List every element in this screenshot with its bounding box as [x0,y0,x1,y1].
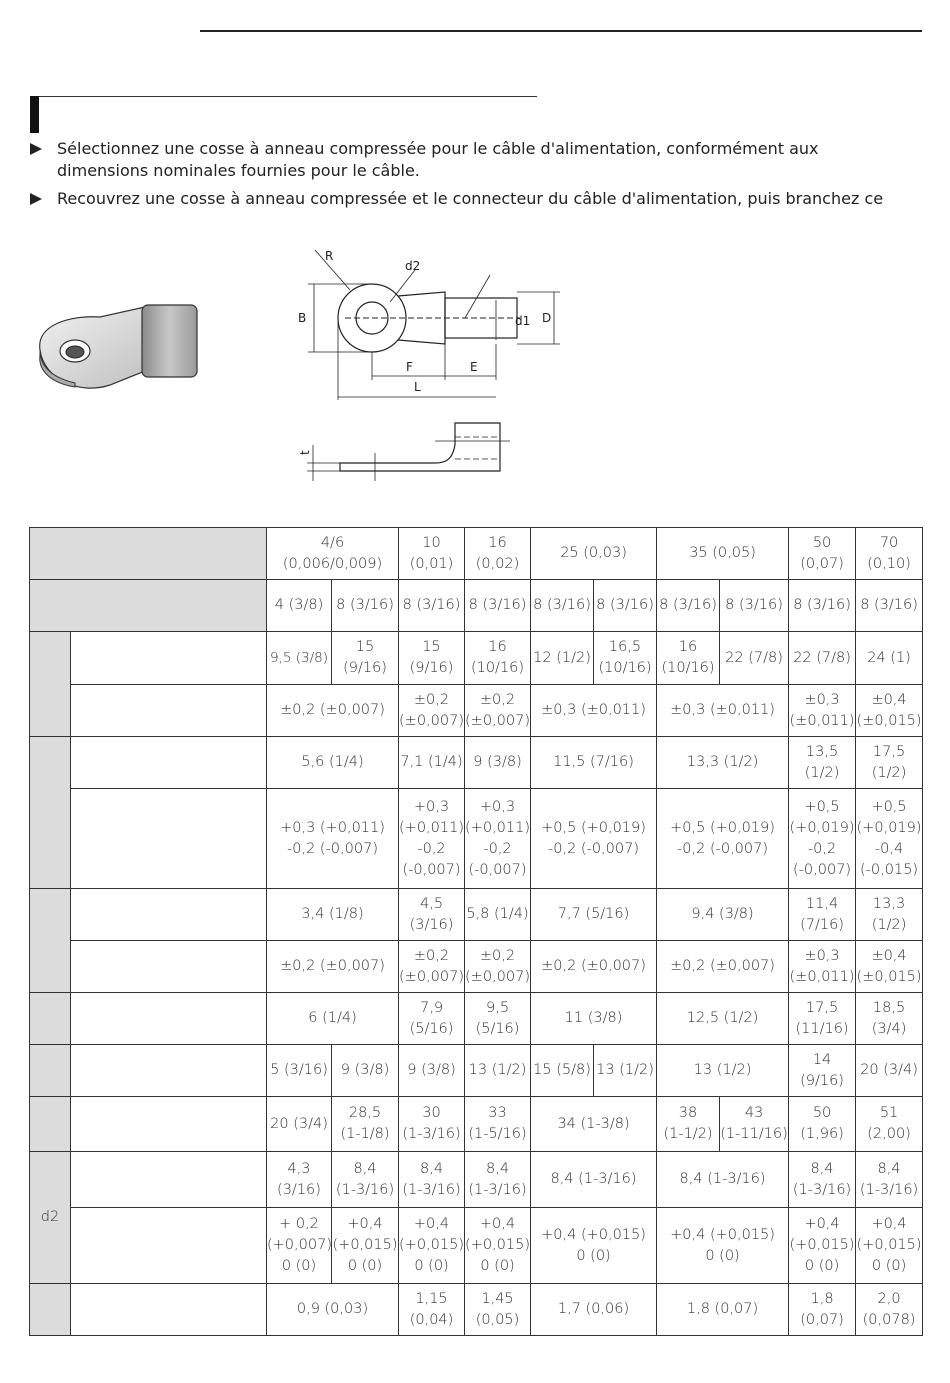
dim-label-b: B [298,311,307,325]
row-label-cell [71,685,267,737]
table-cell: 1,8 (0,07) [789,1284,856,1336]
table-cell: 5,8 (1/4) [465,889,531,941]
dim-label-d2: d2 [405,259,421,273]
table-cell: 8,4 (1-3/16) [399,1152,465,1208]
table-cell: 11,5 (7/16) [531,737,657,789]
table-row [30,685,923,737]
table-cell: 38 (1-1/2) [657,1097,720,1152]
table-row [30,1097,923,1152]
table-cell: 4 (3/8) [267,580,332,632]
bullet-item [30,138,930,182]
table-cell: 11,4 (7/16) [789,889,856,941]
row-label-cell [71,1284,267,1336]
table-cell: 6 (1/4) [267,993,399,1045]
table-cell: ±0,2 (±0,007) [465,685,531,737]
table-cell: ±0,2 (±0,007) [399,685,465,737]
group-cell [30,993,71,1045]
dim-label-d: D [542,311,552,325]
table-cell: 8,4 (1-3/16) [856,1152,923,1208]
table-cell: 7,1 (1/4) [399,737,465,789]
table-cell: +0,4 (+0,015) 0 (0) [657,1208,789,1284]
table-cell: 35 (0,05) [657,528,789,580]
table-row [30,580,923,632]
table-cell: 17,5 (1/2) [856,737,923,789]
row-label-cell [71,889,267,941]
table-cell: ±0,4 (±0,015) [856,685,923,737]
group-cell-d2: d2 [30,1152,71,1284]
table-cell: 10 (0,01) [399,528,465,580]
table-row [30,789,923,889]
row-label-cell [71,1208,267,1284]
table-cell: 15 (9/16) [332,632,399,685]
row-label-cell [71,1097,267,1152]
table-cell: 51 (2,00) [856,1097,923,1152]
table-cell: 9,4 (3/8) [657,889,789,941]
table-cell: +0,4 (+0,015) 0 (0) [465,1208,531,1284]
dim-label-t: t [298,450,312,455]
table-cell: 13 (1/2) [465,1045,531,1097]
table-cell: ±0,3 (±0,011) [789,685,856,737]
table-cell: ±0,2 (±0,007) [267,685,399,737]
table-cell: +0,3 (+0,011) -0,2 (-0,007) [399,789,465,889]
table-cell: 15 (9/16) [399,632,465,685]
dim-label-f: F [406,360,413,374]
table-cell: +0,3 (+0,011) -0,2 (-0,007) [465,789,531,889]
table-row [30,1284,923,1336]
table-cell: 20 (3/4) [856,1045,923,1097]
group-cell [30,1097,71,1152]
table-cell: ±0,2 (±0,007) [657,941,789,993]
table-cell: 43 (1-11/16) [720,1097,789,1152]
table-cell: 4,3 (3/16) [267,1152,332,1208]
table-cell: 16 (0,02) [465,528,531,580]
table-cell: 16 (10/16) [465,632,531,685]
table-cell: 1,7 (0,06) [531,1284,657,1336]
table-cell: ±0,3 (±0,011) [531,685,657,737]
table-cell: 7,9 (5/16) [399,993,465,1045]
table-cell: 9 (3/8) [399,1045,465,1097]
table-cell: 1,8 (0,07) [657,1284,789,1336]
triangle-bullet-icon [30,193,42,205]
section-marker [30,96,39,133]
group-cell [30,1045,71,1097]
table-cell: 8 (3/16) [856,580,923,632]
table-cell: 4/6 (0,006/0,009) [267,528,399,580]
table-cell: 18,5 (3/4) [856,993,923,1045]
table-cell: 8 (3/16) [657,580,720,632]
table-cell: 2,0 (0,078) [856,1284,923,1336]
table-cell: +0,4 (+0,015) 0 (0) [789,1208,856,1284]
table-cell: 24 (1) [856,632,923,685]
table-cell: ±0,2 (±0,007) [465,941,531,993]
table-cell: 12 (1/2) [531,632,594,685]
table-row [30,941,923,993]
table-cell: 1,15 (0,04) [399,1284,465,1336]
dim-label-d1: d1 [515,314,531,328]
row-label-cell [71,993,267,1045]
table-row [30,1208,923,1284]
table-cell: +0,4 (+0,015) 0 (0) [332,1208,399,1284]
table-row [30,737,923,789]
table-row [30,993,923,1045]
table-cell: 33 (1-5/16) [465,1097,531,1152]
table-cell: 5 (3/16) [267,1045,332,1097]
table-row [30,632,923,685]
table-cell: ±0,2 (±0,007) [267,941,399,993]
table-cell: 30 (1-3/16) [399,1097,465,1152]
bullet-list [30,138,930,216]
table-cell: 20 (3/4) [267,1097,332,1152]
table-cell: 16,5 (10/16) [594,632,657,685]
bullet-text: Sélectionnez une cosse à anneau compressée pour le câble d'alimentation, conformément aux dimensions nominales fournies pour le câble. [57,139,819,180]
table-cell: 9 (3/8) [465,737,531,789]
group-cell [30,632,71,737]
table-row [30,1045,923,1097]
table-cell: 14 (9/16) [789,1045,856,1097]
dim-label-r: R [325,249,334,263]
bullet-item [30,188,930,210]
table-cell: 17,5 (11/16) [789,993,856,1045]
table-cell: +0,5 (+0,019) -0,2 (-0,007) [531,789,657,889]
table-cell: 5,6 (1/4) [267,737,399,789]
table-cell: 50 (1,96) [789,1097,856,1152]
table-cell: 8,4 (1-3/16) [531,1152,657,1208]
table-cell: ±0,3 (±0,011) [789,941,856,993]
table-cell: 13 (1/2) [594,1045,657,1097]
header-rule [200,30,922,32]
ring-lug-illustration [30,295,205,400]
table-cell: 8,4 (1-3/16) [332,1152,399,1208]
table-cell: ±0,2 (±0,007) [531,941,657,993]
header-label-cell [30,580,267,632]
table-cell: 1,45 (0,05) [465,1284,531,1336]
group-cell [30,737,71,889]
table-cell: 13 (1/2) [657,1045,789,1097]
table-cell: 8,4 (1-3/16) [657,1152,789,1208]
table-cell: 22 (7/8) [720,632,789,685]
table-row [30,889,923,941]
table-cell: + 0,2 (+0,007) 0 (0) [267,1208,332,1284]
table-cell: 13,3 (1/2) [657,737,789,789]
table-cell: ±0,2 (±0,007) [399,941,465,993]
header-label-cell [30,528,267,580]
ring-lug-top-drawing [290,240,580,405]
table-cell: 70 (0,10) [856,528,923,580]
row-label-cell [71,941,267,993]
table-cell: 8 (3/16) [465,580,531,632]
table-row [30,528,923,580]
table-cell: 8 (3/16) [332,580,399,632]
table-cell: +0,5 (+0,019) -0,4 (-0,015) [856,789,923,889]
row-label-cell [71,737,267,789]
dim-label-e: E [470,360,478,374]
ring-lug-side-drawing [295,415,510,485]
table-cell: 8 (3/16) [399,580,465,632]
bullet-text: Recouvrez une cosse à anneau compressée et le connecteur du câble d'alimentation, puis branchez ce [57,189,884,208]
table-cell: 11 (3/8) [531,993,657,1045]
table-cell: 7,7 (5/16) [531,889,657,941]
ring-lug-spec-table [29,527,923,1336]
row-label-cell [71,789,267,889]
section-rule [39,96,537,97]
table-cell: ±0,4 (±0,015) [856,941,923,993]
table-cell: 4,5 (3/16) [399,889,465,941]
table-cell: 28,5 (1-1/8) [332,1097,399,1152]
table-cell: 34 (1-3/8) [531,1097,657,1152]
table-cell: +0,5 (+0,019) -0,2 (-0,007) [657,789,789,889]
dim-label-l: L [414,380,421,394]
table-cell: 8,4 (1-3/16) [789,1152,856,1208]
table-cell: 8 (3/16) [789,580,856,632]
table-cell: 50 (0,07) [789,528,856,580]
table-cell: 15 (5/8) [531,1045,594,1097]
table-cell: 22 (7/8) [789,632,856,685]
table-cell: +0,5 (+0,019) -0,2 (-0,007) [789,789,856,889]
table-cell: +0,4 (+0,015) 0 (0) [531,1208,657,1284]
table-cell: 8 (3/16) [594,580,657,632]
table-cell: 8 (3/16) [531,580,594,632]
table-cell: +0,4 (+0,015) 0 (0) [856,1208,923,1284]
table-cell: 13,5 (1/2) [789,737,856,789]
group-cell [30,1284,71,1336]
table-row [30,1152,923,1208]
triangle-bullet-icon [30,143,42,155]
table-cell: 12,5 (1/2) [657,993,789,1045]
table-cell: 13,3 (1/2) [856,889,923,941]
table-cell: 3,4 (1/8) [267,889,399,941]
row-label-cell [71,632,267,685]
table-cell: 9,5 (3/8) [267,632,332,685]
table-cell: 0,9 (0,03) [267,1284,399,1336]
row-label-cell [71,1045,267,1097]
table-cell: 16 (10/16) [657,632,720,685]
table-cell: +0,4 (+0,015) 0 (0) [399,1208,465,1284]
table-cell: 9,5 (5/16) [465,993,531,1045]
table-cell: 25 (0,03) [531,528,657,580]
group-cell [30,889,71,993]
table-cell: 9 (3/8) [332,1045,399,1097]
table-cell: 8 (3/16) [720,580,789,632]
table-cell: 8,4 (1-3/16) [465,1152,531,1208]
table-cell: ±0,3 (±0,011) [657,685,789,737]
row-label-cell [71,1152,267,1208]
table-cell: +0,3 (+0,011) -0,2 (-0,007) [267,789,399,889]
